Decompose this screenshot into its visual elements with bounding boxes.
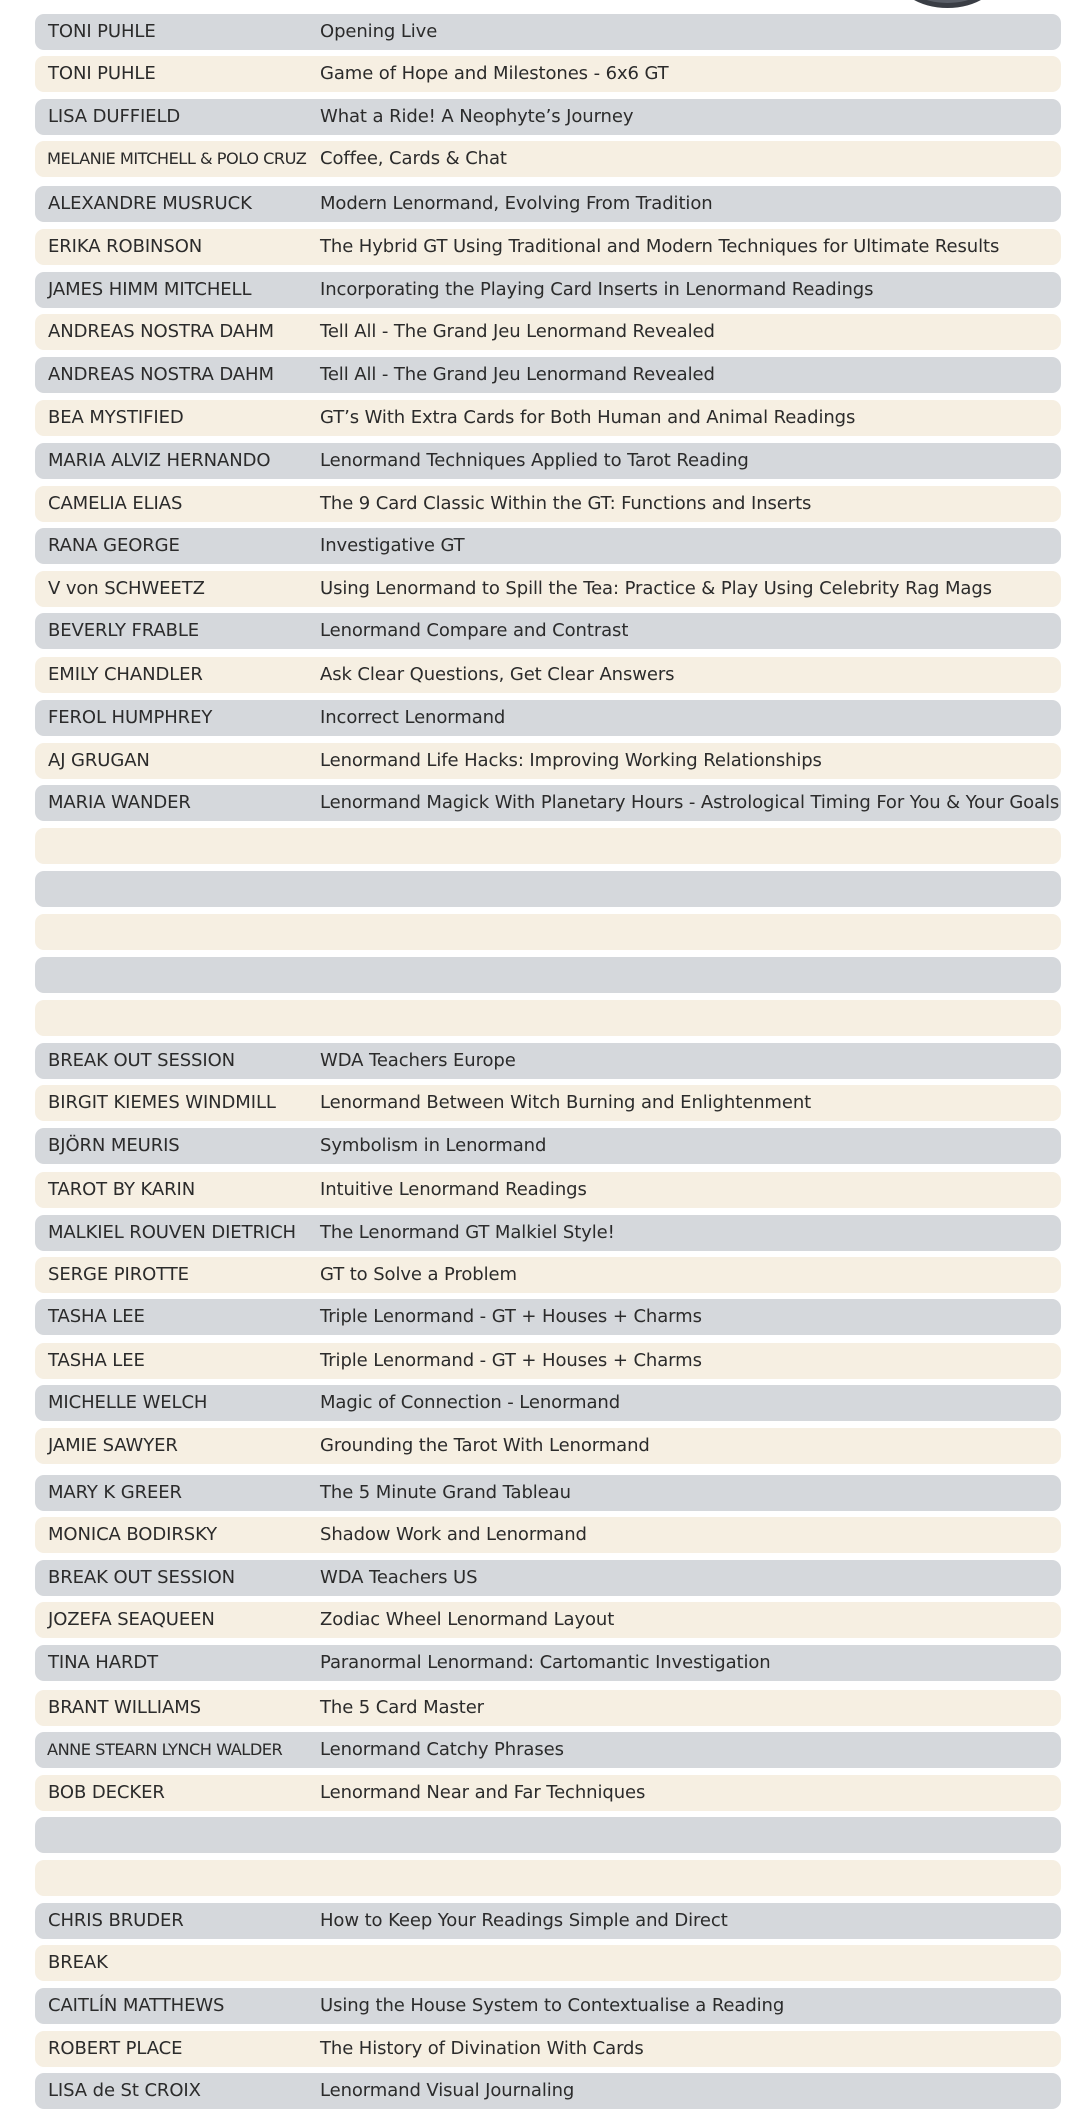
presenter-name: AJ GRUGAN [48, 750, 150, 771]
session-title: Using Lenormand to Spill the Tea: Practice & Play Using Celebrity Rag Mags [320, 578, 992, 599]
session-title: Symbolism in Lenormand [320, 1135, 547, 1156]
session-title: Shadow Work and Lenormand [320, 1524, 587, 1545]
presenter-name: JAMES HIMM MITCHELL [48, 279, 252, 300]
session-title: Magic of Connection - Lenormand [320, 1392, 621, 1413]
presenter-name: MARY K GREER [48, 1482, 182, 1503]
table-row [35, 1000, 1061, 1036]
table-row [35, 229, 1061, 265]
table-row [35, 1517, 1061, 1553]
table-row [35, 1085, 1061, 1121]
table-row [35, 1732, 1061, 1768]
presenter-name: BIRGIT KIEMES WINDMILL [48, 1092, 276, 1113]
table-row [35, 1645, 1061, 1681]
session-title: Lenormand Visual Journaling [320, 2080, 575, 2101]
session-title: Incorporating the Playing Card Inserts in Lenormand Readings [320, 279, 874, 300]
presenter-name: BOB DECKER [48, 1782, 165, 1803]
session-title: WDA Teachers US [320, 1567, 478, 1588]
session-title: What a Ride! A Neophyte’s Journey [320, 106, 634, 127]
table-row [35, 1343, 1061, 1379]
presenter-name: ANDREAS NOSTRA DAHM [48, 364, 274, 385]
table-row [35, 613, 1061, 649]
session-title: Tell All - The Grand Jeu Lenormand Revealed [320, 364, 715, 385]
session-title: The Lenormand GT Malkiel Style! [320, 1222, 615, 1243]
presenter-name: SERGE PIROTTE [48, 1264, 189, 1285]
presenter-name: MALKIEL ROUVEN DIETRICH [48, 1222, 296, 1243]
table-row [35, 1817, 1061, 1853]
table-row [35, 1602, 1061, 1638]
presenter-name: MARIA WANDER [48, 792, 191, 813]
presenter-name: BREAK [48, 1952, 108, 1973]
session-title: Lenormand Compare and Contrast [320, 620, 629, 641]
presenter-name: MARIA ALVIZ HERNANDO [48, 450, 271, 471]
table-row [35, 2073, 1061, 2109]
table-row [35, 828, 1061, 864]
presenter-name: CAITLÍN MATTHEWS [48, 1995, 225, 2016]
session-title: Tell All - The Grand Jeu Lenormand Revealed [320, 321, 715, 342]
session-title: Modern Lenormand, Evolving From Tradition [320, 193, 713, 214]
presenter-name: ANDREAS NOSTRA DAHM [48, 321, 274, 342]
table-row [35, 486, 1061, 522]
presenter-name: V von SCHWEETZ [48, 578, 205, 599]
session-title: Lenormand Near and Far Techniques [320, 1782, 646, 1803]
presenter-name: FEROL HUMPHREY [48, 707, 213, 728]
presenter-name: BRANT WILLIAMS [48, 1697, 201, 1718]
session-title: Game of Hope and Milestones - 6x6 GT [320, 63, 669, 84]
corner-logo-graphic [895, 0, 1000, 8]
session-title: Lenormand Life Hacks: Improving Working Relationships [320, 750, 822, 771]
session-title: GT to Solve a Problem [320, 1264, 517, 1285]
presenter-name: BREAK OUT SESSION [48, 1050, 236, 1071]
table-row [35, 1988, 1061, 2024]
table-row [35, 528, 1061, 564]
session-title: Triple Lenormand - GT + Houses + Charms [320, 1306, 702, 1327]
presenter-name: MELANIE MITCHELL & POLO CRUZ [47, 149, 307, 168]
presenter-name: BEVERLY FRABLE [48, 620, 200, 641]
table-row [35, 1172, 1061, 1208]
table-row [35, 785, 1061, 821]
session-title: Lenormand Techniques Applied to Tarot Reading [320, 450, 749, 471]
presenter-name: TINA HARDT [48, 1652, 159, 1673]
presenter-name: ROBERT PLACE [48, 2038, 183, 2059]
table-row [35, 1128, 1061, 1164]
table-row [35, 1385, 1061, 1421]
table-row [35, 1560, 1061, 1596]
presenter-name: LISA DUFFIELD [48, 106, 181, 127]
presenter-name: BEA MYSTIFIED [48, 407, 184, 428]
presenter-name: RANA GEORGE [48, 535, 180, 556]
presenter-name: JOZEFA SEAQUEEN [48, 1609, 215, 1630]
table-row [35, 56, 1061, 92]
session-title: Zodiac Wheel Lenormand Layout [320, 1609, 615, 1630]
table-row [35, 1428, 1061, 1464]
session-title: Lenormand Between Witch Burning and Enlightenment [320, 1092, 812, 1113]
table-row [35, 272, 1061, 308]
table-row [35, 14, 1061, 50]
table-row [35, 957, 1061, 993]
table-row [35, 1475, 1061, 1511]
session-title: Incorrect Lenormand [320, 707, 506, 728]
table-row [35, 914, 1061, 950]
table-row [35, 743, 1061, 779]
presenter-name: ERIKA ROBINSON [48, 236, 203, 257]
table-row [35, 443, 1061, 479]
table-row [35, 1215, 1061, 1251]
table-row [35, 657, 1061, 693]
session-title: The Hybrid GT Using Traditional and Modern Techniques for Ultimate Results [320, 236, 1000, 257]
table-row [35, 400, 1061, 436]
table-row [35, 1257, 1061, 1293]
table-row [35, 700, 1061, 736]
presenter-name: CAMELIA ELIAS [48, 493, 183, 514]
presenter-name: EMILY CHANDLER [48, 664, 203, 685]
session-title: Ask Clear Questions, Get Clear Answers [320, 664, 675, 685]
presenter-name: TASHA LEE [48, 1306, 145, 1327]
presenter-name: LISA de St CROIX [48, 2080, 201, 2101]
table-row [35, 2031, 1061, 2067]
presenter-name: TASHA LEE [48, 1350, 145, 1371]
session-title: Paranormal Lenormand: Cartomantic Investigation [320, 1652, 771, 1673]
session-title: Lenormand Catchy Phrases [320, 1739, 564, 1760]
table-row [35, 1690, 1061, 1726]
session-title: Opening Live [320, 21, 438, 42]
session-title: The 9 Card Classic Within the GT: Functions and Inserts [320, 493, 812, 514]
session-title: Coffee, Cards & Chat [320, 148, 507, 169]
table-row [35, 1903, 1061, 1939]
presenter-name: TONI PUHLE [48, 63, 156, 84]
session-title: Using the House System to Contextualise a Reading [320, 1995, 785, 2016]
presenter-name: TONI PUHLE [48, 21, 156, 42]
presenter-name: MONICA BODIRSKY [48, 1524, 218, 1545]
session-title: How to Keep Your Readings Simple and Direct [320, 1910, 728, 1931]
presenter-name: TAROT BY KARIN [48, 1179, 196, 1200]
session-title: Triple Lenormand - GT + Houses + Charms [320, 1350, 702, 1371]
session-title: The 5 Card Master [320, 1697, 484, 1718]
session-title: Grounding the Tarot With Lenormand [320, 1435, 650, 1456]
presenter-name: BREAK OUT SESSION [48, 1567, 236, 1588]
table-row [35, 1945, 1061, 1981]
session-title: Investigative GT [320, 535, 465, 556]
session-title: GT’s With Extra Cards for Both Human and Animal Readings [320, 407, 856, 428]
table-row [35, 314, 1061, 350]
table-row [35, 357, 1061, 393]
session-title: The 5 Minute Grand Tableau [320, 1482, 571, 1503]
session-title: The History of Divination With Cards [320, 2038, 644, 2059]
session-title: Lenormand Magick With Planetary Hours - Astrological Timing For You & Your Goals [320, 792, 1060, 813]
table-row [35, 141, 1061, 177]
table-row [35, 1043, 1061, 1079]
presenter-name: ALEXANDRE MUSRUCK [48, 193, 252, 214]
table-row [35, 871, 1061, 907]
table-row [35, 1860, 1061, 1896]
table-row [35, 99, 1061, 135]
presenter-name: MICHELLE WELCH [48, 1392, 208, 1413]
presenter-name: ANNE STEARN LYNCH WALDER [47, 1740, 283, 1759]
session-title: Intuitive Lenormand Readings [320, 1179, 587, 1200]
presenter-name: BJÖRN MEURIS [48, 1135, 180, 1156]
session-title: WDA Teachers Europe [320, 1050, 516, 1071]
presenter-name: JAMIE SAWYER [48, 1435, 178, 1456]
table-row [35, 186, 1061, 222]
table-row [35, 1299, 1061, 1335]
table-row [35, 571, 1061, 607]
presenter-name: CHRIS BRUDER [48, 1910, 184, 1931]
table-row [35, 1775, 1061, 1811]
